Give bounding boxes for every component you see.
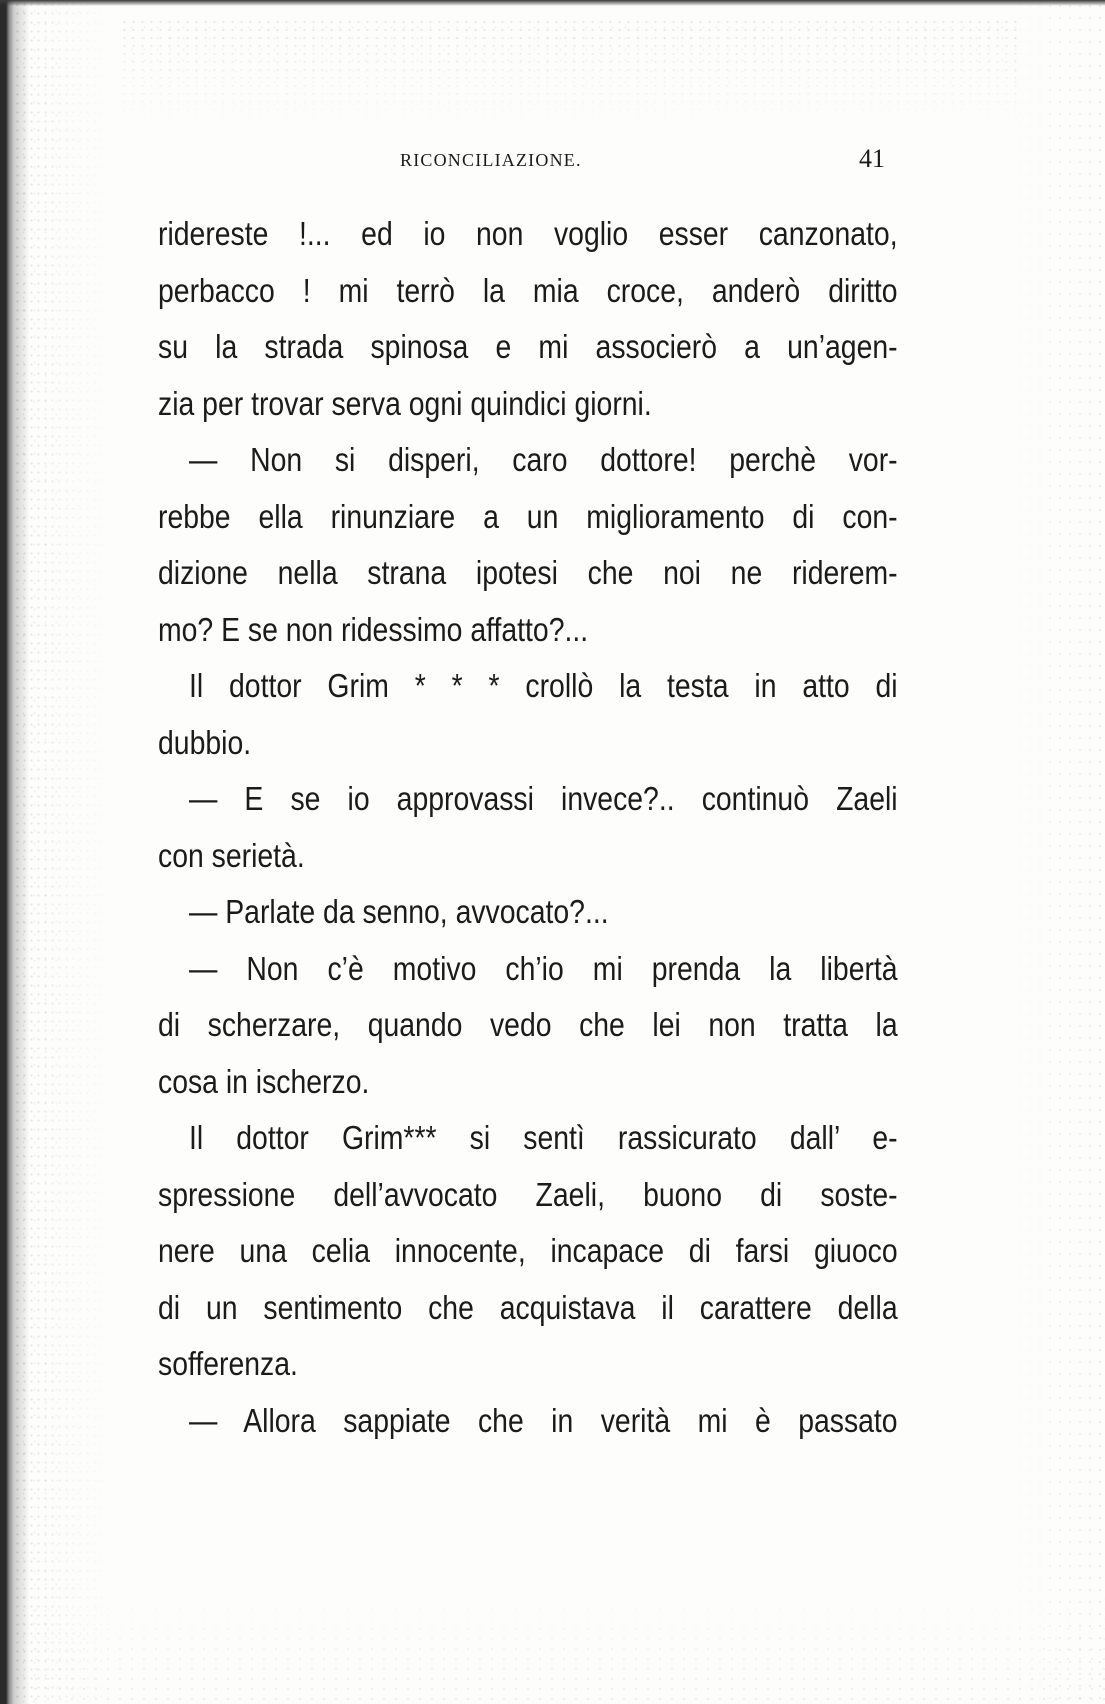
text-line: sofferenza. xyxy=(158,1345,298,1382)
text-line: di scherzare, quando vedo che lei non tratta la xyxy=(158,1006,898,1043)
text-line: — Non si disperi, caro dottore! perchè vor- xyxy=(188,441,898,478)
page-number: 41 xyxy=(859,144,885,173)
text-line: mo? E se non ridessimo affatto?... xyxy=(158,610,589,648)
text-line: dizione nella strana ipotesi che noi ne riderem- xyxy=(158,554,898,591)
text-line: su la strada spinosa e mi associerò a un’agen- xyxy=(158,328,898,365)
text-line: — E se io approvassi invece?.. continuò Zaeli xyxy=(188,780,898,817)
text-line: Il dottor Grim*** si sentì rassicurato dall’ e- xyxy=(188,1119,898,1156)
body-text xyxy=(158,206,898,1449)
text-line: con serietà. xyxy=(158,836,305,874)
paper-speckle-top xyxy=(120,18,1020,138)
text-line: rebbe ella rinunziare a un miglioramento di con- xyxy=(158,497,898,535)
text-line: — Allora sappiate che in verità mi è passato xyxy=(188,1401,898,1439)
top-edge xyxy=(0,0,1105,6)
text-line: spressione dell’avvocato Zaeli, buono di soste- xyxy=(158,1175,898,1213)
text-line: zia per trovar serva ogni quindici giorni. xyxy=(158,384,652,422)
text-line: cosa in ischerzo. xyxy=(158,1062,370,1100)
text-line: perbacco ! mi terrò la mia croce, anderò diritto xyxy=(158,271,898,309)
text-line: — Non c’è motivo ch’io mi prenda la libertà xyxy=(188,949,898,987)
paper-speckle-left xyxy=(14,0,124,1704)
text-line: nere una celia innocente, incapace di farsi giuoco xyxy=(158,1232,898,1269)
running-head-title: RICONCILIAZIONE. xyxy=(400,150,582,170)
text-line: dubbio. xyxy=(158,723,252,761)
paper-speckle-bottom xyxy=(30,1584,1105,1704)
text-line: — Parlate da senno, avvocato?... xyxy=(188,893,609,930)
paper-speckle-right xyxy=(995,0,1105,1704)
running-head xyxy=(400,144,900,180)
text-line: di un sentimento che acquistava il carattere della xyxy=(158,1288,898,1326)
text-line: ridereste !... ed io non voglio esser canzonato, xyxy=(158,215,898,252)
text-line: Il dottor Grim * * * crollò la testa in atto di xyxy=(188,667,898,704)
